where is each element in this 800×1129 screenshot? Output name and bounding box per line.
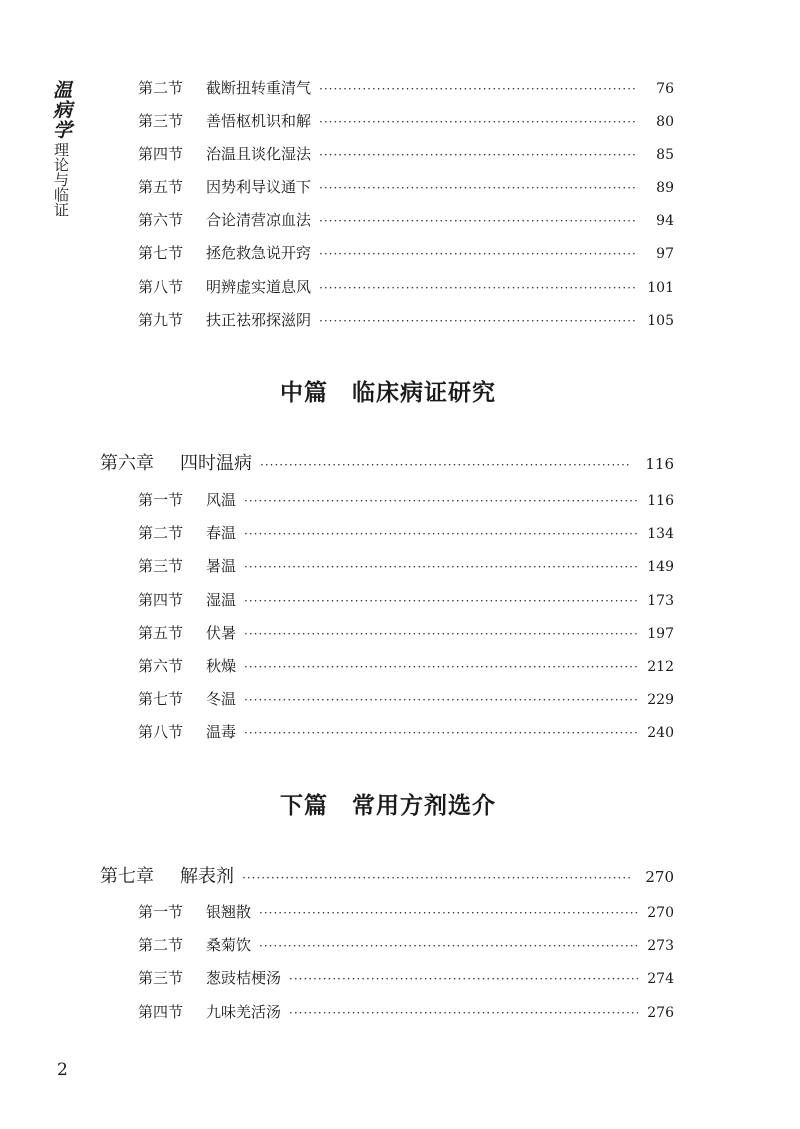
book-subtitle: 理论与临证: [52, 142, 70, 217]
page-number: 134: [647, 526, 674, 542]
page-number: 89: [656, 180, 674, 196]
page-number: 76: [656, 81, 674, 97]
page-number: 270: [645, 868, 674, 886]
toc-entry[interactable]: [138, 521, 674, 545]
section-number: 第八节: [138, 278, 184, 296]
dot-leader: [259, 934, 638, 958]
section-title: 秋燥: [206, 657, 237, 675]
section-number: 第三节: [138, 557, 184, 575]
page-number: 229: [647, 692, 674, 708]
folio-page-number: 2: [57, 1060, 68, 1080]
dot-leader: [289, 967, 638, 991]
dot-leader: [244, 721, 638, 745]
section-title: 温毒: [206, 723, 237, 741]
toc-entry[interactable]: [138, 966, 674, 990]
page-number: 85: [656, 147, 674, 163]
section-title: 春温: [206, 524, 237, 542]
page-number: 212: [647, 659, 674, 675]
section-number: 第二节: [138, 936, 184, 954]
section-title: 拯危救急说开窍: [206, 244, 312, 262]
toc-entry[interactable]: [138, 720, 674, 744]
section-title: 截断扭转重清气: [206, 79, 312, 97]
dot-leader: [244, 589, 638, 613]
page-number: 173: [647, 593, 674, 609]
toc-entry[interactable]: [138, 654, 674, 678]
section-number: 第二节: [138, 524, 184, 542]
part-heading: 下篇 常用方剂选介: [280, 792, 496, 819]
toc-entry[interactable]: [138, 142, 674, 166]
section-number: 第四节: [138, 145, 184, 163]
section-number: 第一节: [138, 903, 184, 921]
section-number: 第三节: [138, 969, 184, 987]
dot-leader: [289, 1001, 638, 1025]
section-number: 第二节: [138, 79, 184, 97]
dot-leader: [244, 622, 638, 646]
dot-leader: [319, 143, 638, 167]
dot-leader: [244, 688, 638, 712]
page-number: 240: [647, 725, 674, 741]
section-number: 第一节: [138, 491, 184, 509]
section-title: 伏暑: [206, 624, 237, 642]
toc-entry[interactable]: [138, 76, 674, 100]
section-number: 第六节: [138, 657, 184, 675]
page-number: 80: [656, 114, 674, 130]
toc-entry[interactable]: [138, 1000, 674, 1024]
dot-leader: [242, 864, 632, 892]
page-number: 97: [656, 246, 674, 262]
dot-leader: [319, 309, 638, 333]
section-number: 第七节: [138, 690, 184, 708]
toc-entry[interactable]: [138, 275, 674, 299]
section-title: 湿温: [206, 591, 237, 609]
page-number: 270: [647, 905, 674, 921]
section-title: 扶正祛邪探滋阴: [206, 311, 312, 329]
section-title: 治温且谈化湿法: [206, 145, 312, 163]
page-number: 116: [647, 493, 674, 509]
page-number: 276: [647, 1005, 674, 1021]
toc-entry[interactable]: [138, 933, 674, 957]
toc-chapter-entry[interactable]: [100, 450, 674, 478]
section-title: 善悟枢机识和解: [206, 112, 312, 130]
dot-leader: [244, 489, 638, 513]
toc-entry[interactable]: [138, 488, 674, 512]
toc-entry[interactable]: [138, 308, 674, 332]
chapter-title: 四时温病: [180, 453, 252, 474]
page-number: 197: [647, 626, 674, 642]
dot-leader: [244, 555, 638, 579]
page-number: 101: [647, 280, 674, 296]
dot-leader: [244, 655, 638, 679]
section-title: 风温: [206, 491, 237, 509]
dot-leader: [319, 242, 638, 266]
dot-leader: [259, 901, 638, 925]
chapter-number: 第六章: [100, 453, 154, 474]
dot-leader: [319, 110, 638, 134]
part-heading: 中篇 临床病证研究: [280, 379, 496, 406]
section-title: 明辨虚实道息风: [206, 278, 312, 296]
toc-entry[interactable]: [138, 109, 674, 133]
section-title: 桑菊饮: [206, 936, 252, 954]
book-title: 温病学: [50, 80, 72, 140]
section-number: 第四节: [138, 1003, 184, 1021]
toc-entry[interactable]: [138, 175, 674, 199]
dot-leader: [319, 276, 638, 300]
section-title: 暑温: [206, 557, 237, 575]
toc-chapter-entry[interactable]: [100, 863, 674, 891]
section-title: 九味羌活汤: [206, 1003, 282, 1021]
section-title: 合论清营凉血法: [206, 211, 312, 229]
chapter-number: 第七章: [100, 866, 154, 887]
section-title: 银翘散: [206, 903, 252, 921]
section-number: 第八节: [138, 723, 184, 741]
page-number: 105: [647, 313, 674, 329]
section-number: 第七节: [138, 244, 184, 262]
section-number: 第九节: [138, 311, 184, 329]
toc-entry[interactable]: [138, 554, 674, 578]
dot-leader: [260, 451, 632, 479]
page-number: 274: [647, 971, 674, 987]
page-number: 94: [656, 213, 674, 229]
dot-leader: [319, 77, 638, 101]
running-head: [50, 80, 72, 217]
toc-entry[interactable]: [138, 900, 674, 924]
page-number: 116: [645, 455, 674, 473]
page-number: 273: [647, 938, 674, 954]
section-number: 第三节: [138, 112, 184, 130]
toc-entry[interactable]: [138, 241, 674, 265]
section-number: 第五节: [138, 624, 184, 642]
toc-entry[interactable]: [138, 621, 674, 645]
toc-entry[interactable]: [138, 687, 674, 711]
section-number: 第五节: [138, 178, 184, 196]
section-number: 第六节: [138, 211, 184, 229]
toc-entry[interactable]: [138, 588, 674, 612]
section-title: 葱豉桔梗汤: [206, 969, 282, 987]
toc-entry[interactable]: [138, 208, 674, 232]
dot-leader: [319, 176, 638, 200]
section-title: 因势利导议通下: [206, 178, 312, 196]
dot-leader: [244, 522, 638, 546]
section-title: 冬温: [206, 690, 237, 708]
section-number: 第四节: [138, 591, 184, 609]
page-number: 149: [647, 559, 674, 575]
dot-leader: [319, 209, 638, 233]
chapter-title: 解表剂: [180, 866, 234, 887]
